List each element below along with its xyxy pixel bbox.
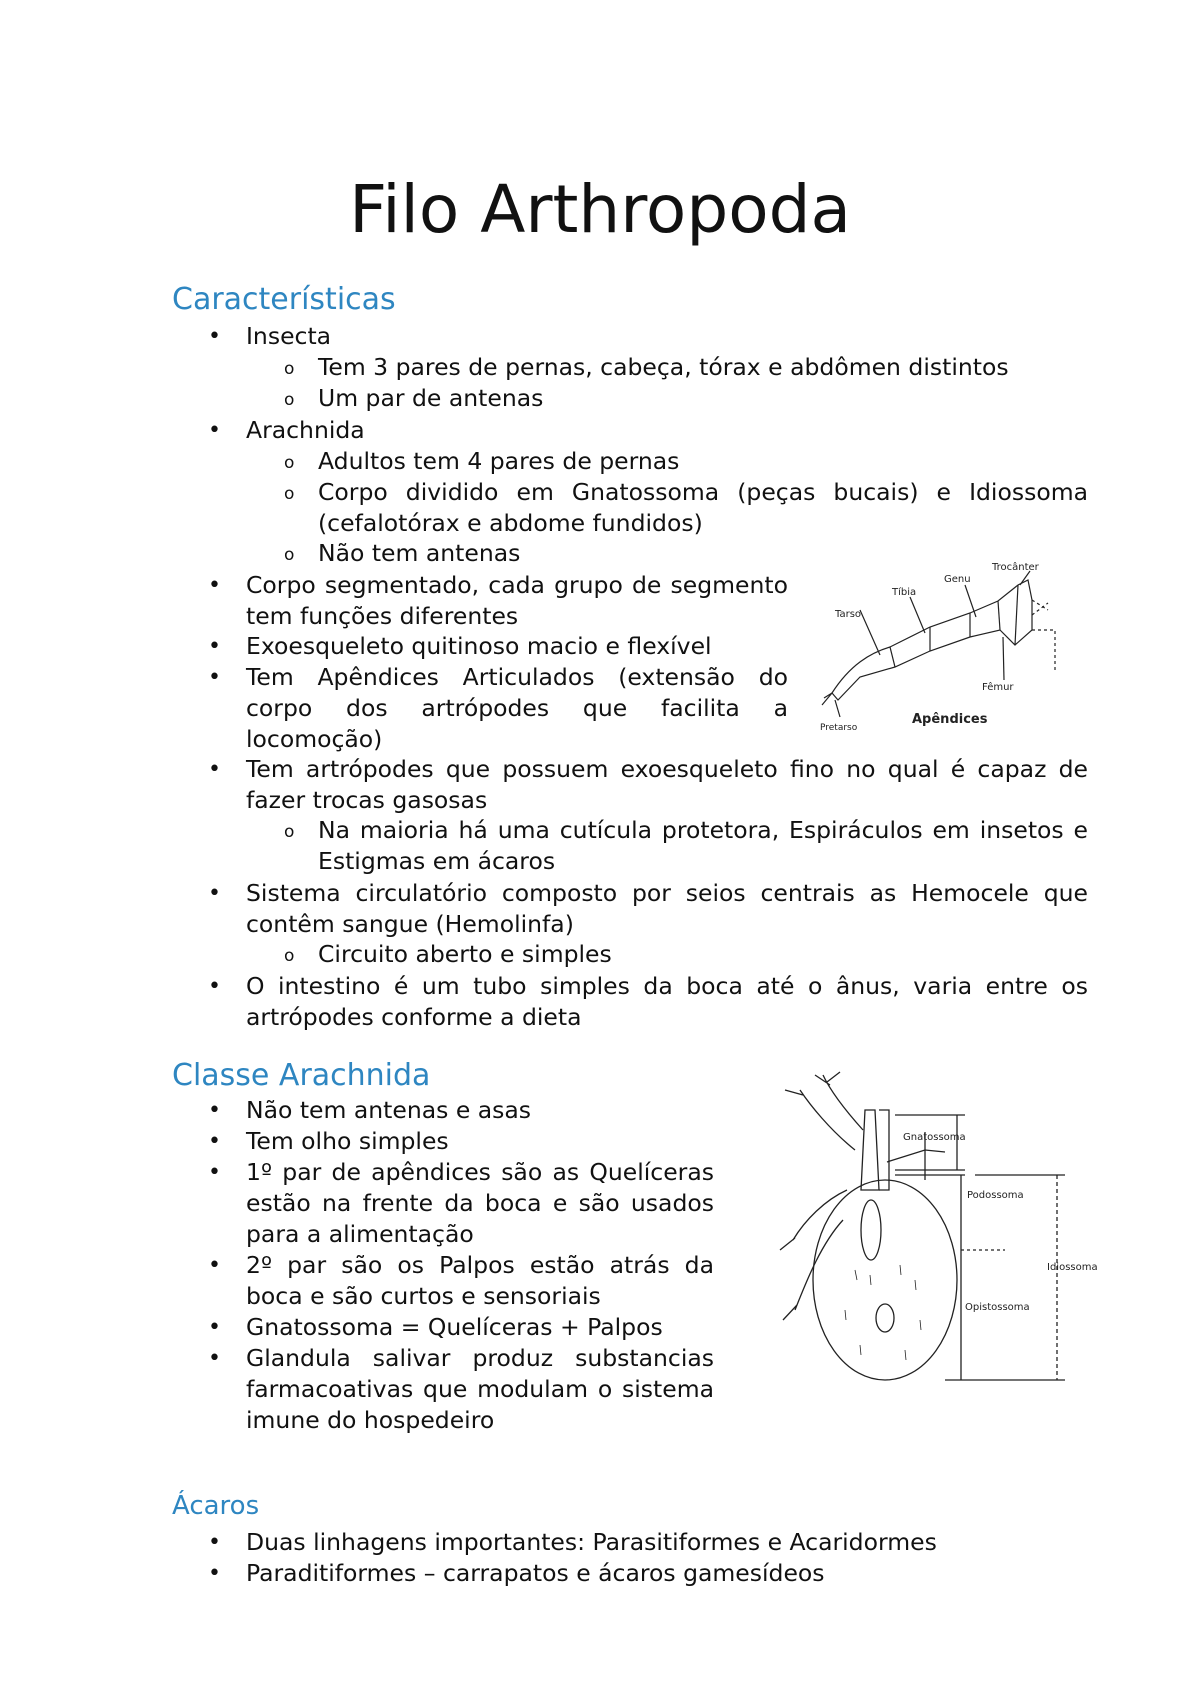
label-idiossoma: Idiossoma	[1047, 1262, 1098, 1273]
sub-item: o Circuito aberto e simples	[318, 939, 612, 970]
figure-caption: Apêndices	[912, 712, 988, 727]
heading-classe-arachnida: Classe Arachnida	[172, 1058, 431, 1093]
label-trocanter: Trocânter	[992, 562, 1039, 573]
list-item: • Corpo segmentado, cada grupo de segmento tem funções diferentes	[246, 570, 788, 632]
label-opistossoma: Opistossoma	[965, 1302, 1030, 1313]
sub-item: o Corpo dividido em Gnatossoma (peças bucais) e Idiossoma (cefalotórax e abdome fundidos)	[318, 477, 1088, 539]
label-gnatossoma: Gnatossoma	[903, 1132, 966, 1143]
heading-caracteristicas: Características	[172, 282, 396, 317]
sub-item: o Na maioria há uma cutícula protetora, Espiráculos em insetos e Estigmas em ácaros	[318, 815, 1088, 877]
heading-acaros: Ácaros	[172, 1491, 260, 1521]
label-tibia: Tíbia	[892, 587, 917, 598]
label-tarso: Tarso	[835, 609, 862, 620]
list-item: • O intestino é um tubo simples da boca até o ânus, varia entre os artrópodes conforme a dieta	[246, 971, 1088, 1033]
label-genu: Genu	[944, 574, 971, 585]
list-item-insecta: • Insecta	[246, 321, 331, 352]
list-item: • 1º par de apêndices são as Quelíceras estão na frente da boca e são usados para a alimentação	[246, 1157, 714, 1250]
list-item: • Glandula salivar produz substancias farmacoativas que modulam o sistema imune do hospedeiro	[246, 1343, 714, 1436]
list-item: • Não tem antenas e asas	[246, 1095, 531, 1126]
sub-item: o Não tem antenas	[318, 538, 520, 569]
label-femur: Fêmur	[982, 682, 1014, 693]
list-item-arachnida: • Arachnida	[246, 415, 365, 446]
list-item: • Tem artrópodes que possuem exoesqueleto fino no qual é capaz de fazer trocas gasosas	[246, 754, 1088, 816]
list-item: • Gnatossoma = Quelíceras + Palpos	[246, 1312, 663, 1343]
list-item: • Tem olho simples	[246, 1126, 449, 1157]
page-title: Filo Arthropoda	[349, 171, 851, 248]
sub-item: o Adultos tem 4 pares de pernas	[318, 446, 679, 477]
appendage-diagram	[820, 555, 1060, 740]
list-item: • 2º par são os Palpos estão atrás da boca e são curtos e sensoriais	[246, 1250, 714, 1312]
list-item: • Exoesqueleto quitinoso macio e flexível	[246, 631, 712, 662]
mite-anatomy-diagram	[775, 1070, 1110, 1390]
list-item: • Paraditiformes – carrapatos e ácaros gamesídeos	[246, 1558, 825, 1589]
list-item: • Sistema circulatório composto por seios centrais as Hemocele que contêm sangue (Hemolinfa)	[246, 878, 1088, 940]
sub-item: o Um par de antenas	[318, 383, 543, 414]
label-pretarso: Pretarso	[820, 723, 858, 733]
list-item: • Duas linhagens importantes: Parasitiformes e Acaridormes	[246, 1527, 937, 1558]
list-item: • Tem Apêndices Articulados (extensão do corpo dos artrópodes que facilita a locomoção)	[246, 662, 788, 755]
sub-item: o Tem 3 pares de pernas, cabeça, tórax e abdômen distintos	[318, 352, 1009, 383]
label-podossoma: Podossoma	[967, 1190, 1024, 1201]
